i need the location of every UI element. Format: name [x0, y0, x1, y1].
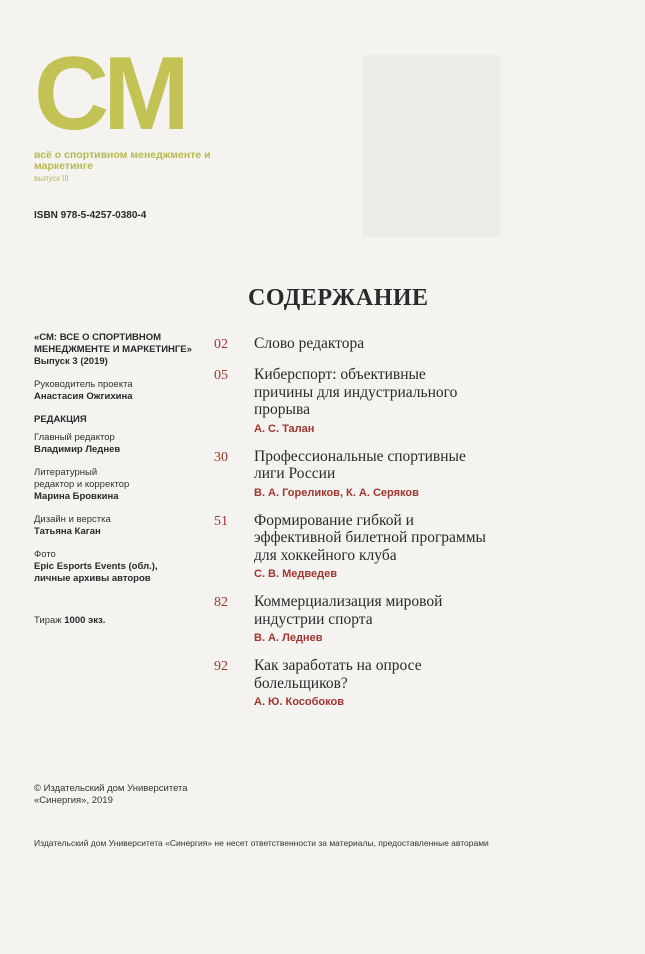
design-role: Дизайн и верстка [34, 514, 111, 525]
literary-editor-role: Литературный редактор и корректор [34, 467, 130, 490]
logo-issue-label: выпуск III [34, 174, 69, 183]
design-name: Татьяна Каган [34, 526, 101, 537]
literary-editor-name: Марина Бровкина [34, 491, 119, 502]
project-lead-block [34, 379, 214, 403]
toc-page-number: 82 [214, 595, 228, 610]
project-lead-name: Анастасия Ожгихина [34, 391, 133, 402]
disclaimer: Издательский дом Университета «Синергия» не несет ответственности за материалы, предоставленные авторами [34, 838, 489, 848]
toc-author: А. С. Талан [254, 422, 315, 435]
toc-entry [214, 593, 504, 644]
print-run [34, 615, 214, 627]
toc-page-number: 92 [214, 659, 228, 674]
toc-title: Как заработать на опросе болельщиков? [254, 657, 422, 692]
editorial-section-label: РЕДАКЦИЯ [34, 414, 87, 425]
toc-author: А. Ю. Кособоков [254, 696, 344, 708]
toc-page-number: 51 [214, 513, 228, 529]
toc-author: С. В. Медведев [254, 568, 337, 580]
bleed-through-image [362, 55, 500, 237]
project-lead-role: Руководитель проекта [34, 379, 133, 390]
toc-entry [214, 657, 504, 708]
table-of-contents [214, 335, 504, 721]
magazine-logo: CM [34, 36, 184, 152]
logo-tagline: всё о спортивном менеджменте и маркетинге [34, 149, 211, 172]
toc-entry [214, 335, 504, 353]
photo-role: Фото [34, 549, 56, 560]
toc-title: Коммерциализация мировой индустрии спорта [254, 593, 443, 628]
design-block [34, 514, 214, 538]
photo-credit: Epic Esports Events (обл.), личные архивы авторов [34, 561, 158, 584]
toc-entry [214, 366, 504, 435]
toc-entry [214, 448, 504, 499]
toc-page-number: 30 [214, 449, 228, 465]
print-run-value: 1000 экз. [64, 615, 106, 626]
toc-title: Киберспорт: объективные причины для индустриального прорыва [254, 366, 458, 418]
toc-title: Слово редактора [254, 335, 365, 352]
isbn: ISBN 978-5-4257-0380-4 [34, 210, 147, 221]
toc-author: В. А. Гореликов, К. А. Серяков [254, 486, 419, 499]
contents-heading: СОДЕРЖАНИЕ [248, 285, 429, 311]
toc-title: Профессиональные спортивные лиги России [254, 447, 466, 482]
publication-issue: Выпуск 3 (2019) [34, 356, 108, 367]
publication-title: «СМ: ВСЕ О СПОРТИВНОМ МЕНЕДЖМЕНТЕ И МАРКЕТИНГЕ» [34, 332, 192, 355]
chief-editor-block [34, 432, 214, 456]
photo-block [34, 549, 214, 585]
toc-page-number: 05 [214, 368, 228, 383]
literary-editor-block [34, 467, 214, 503]
publication-block [34, 332, 214, 368]
toc-author: В. А. Леднев [254, 632, 323, 644]
toc-page-number: 02 [214, 337, 228, 352]
chief-editor-role: Главный редактор [34, 432, 115, 443]
credits-column [34, 332, 214, 627]
copyright: © Издательский дом Университета «Синергия», 2019 [34, 783, 188, 806]
toc-title: Формирование гибкой и эффективной билетной программы для хоккейного клуба [254, 511, 486, 564]
toc-entry [214, 512, 504, 581]
chief-editor-name: Владимир Леднев [34, 444, 121, 455]
print-run-label: Тираж [34, 615, 62, 626]
